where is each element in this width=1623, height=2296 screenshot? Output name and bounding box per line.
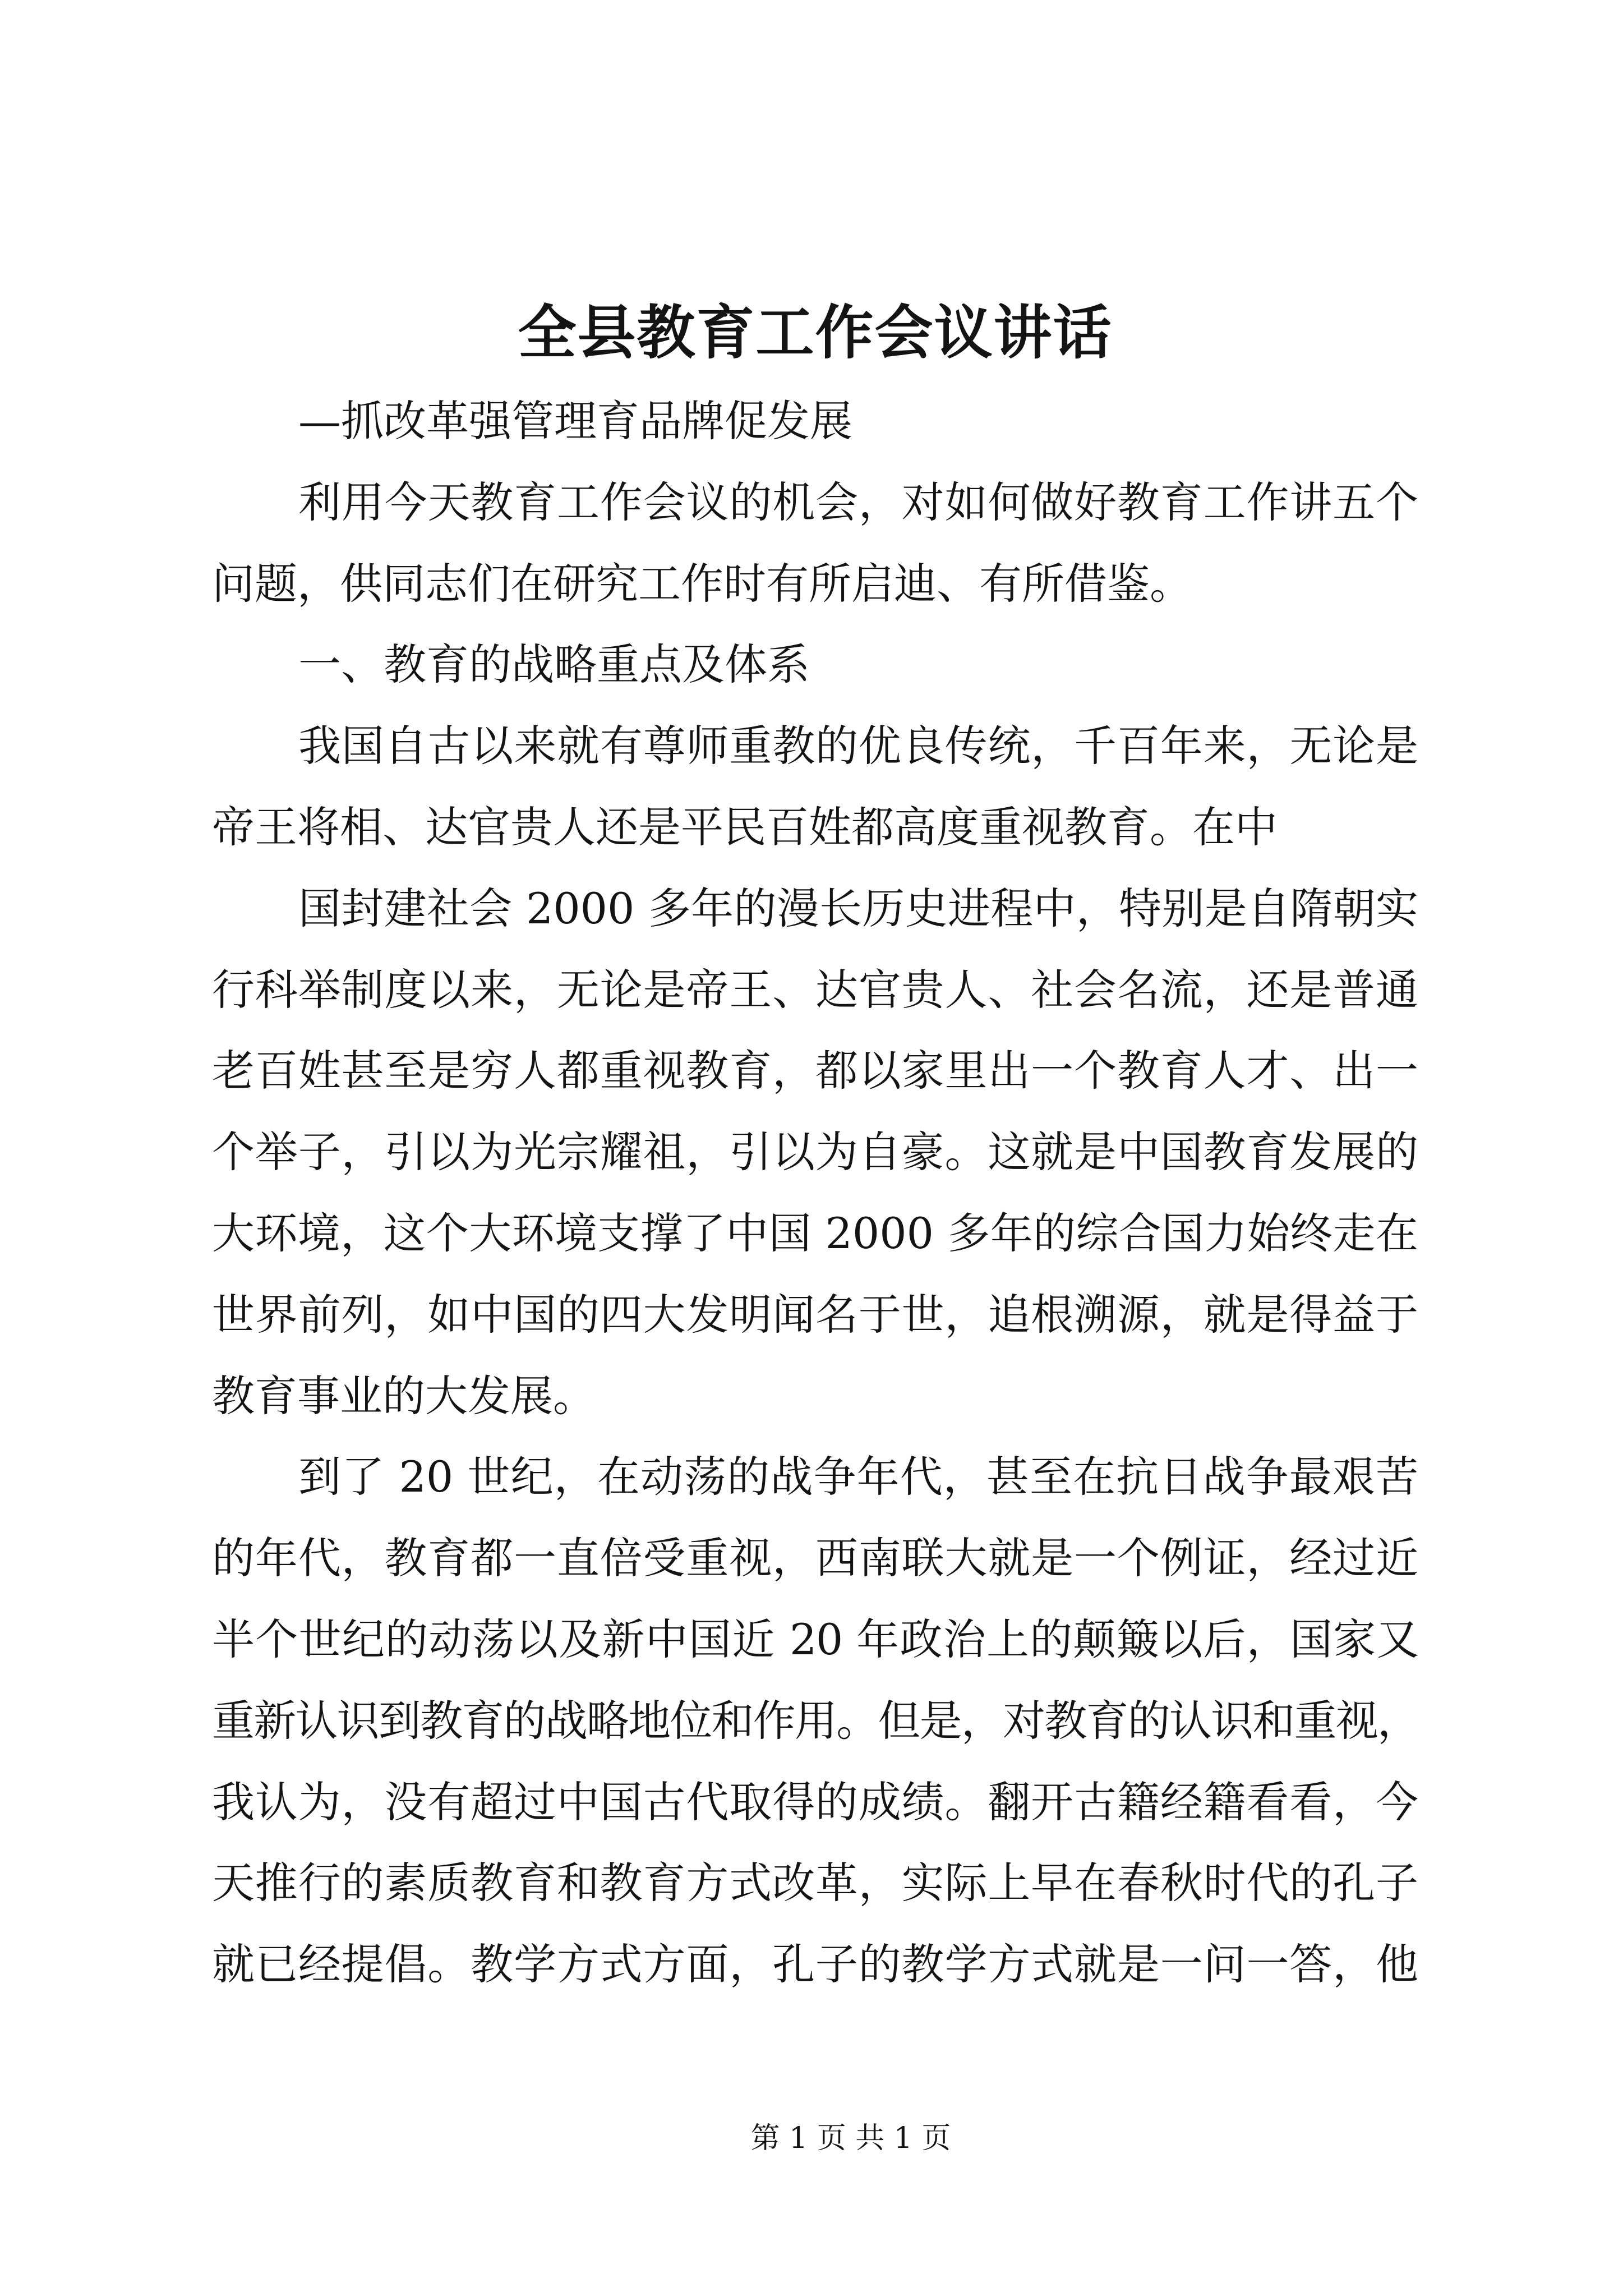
text-line: 老百姓甚至是穷人都重视教育，都以家里出一个教育人才、出一 (212, 1046, 1418, 1096)
text-line: 世界前列，如中国的四大发明闻名于世，追根溯源，就是得益于 (212, 1289, 1418, 1340)
text-line: 行科举制度以来，无论是帝王、达官贵人、社会名流，还是普通 (212, 964, 1418, 1015)
document-title: 全县教育工作会议讲话 (518, 298, 1113, 367)
text-line: 到了 20 世纪，在动荡的战争年代，甚至在抗日战争最艰苦 (298, 1452, 1418, 1502)
text-line: 利用今天教育工作会议的机会，对如何做好教育工作讲五个 (298, 477, 1418, 527)
text-line: 问题，供同志们在研究工作时有所启迪、有所借鉴。 (212, 558, 1192, 609)
text-line: 天推行的素质教育和教育方式改革，实际上早在春秋时代的孔子 (212, 1858, 1418, 1908)
text-line: 我认为，没有超过中国古代取得的成绩。翻开古籍经籍看看，今 (212, 1777, 1418, 1827)
text-line: 的年代，教育都一直倍受重视，西南联大就是一个例证，经过近 (212, 1533, 1418, 1584)
text-line: 重新认识到教育的战略地位和作用。但是，对教育的认识和重视， (212, 1695, 1418, 1746)
section-heading: 一、教育的战略重点及体系 (298, 639, 810, 690)
text-line: 帝王将相、达官贵人还是平民百姓都高度重视教育。在中 (212, 802, 1278, 852)
text-line: 就已经提倡。教学方式方面，孔子的教学方式就是一问一答，他 (212, 1939, 1418, 1990)
text-line: 我国自古以来就有尊师重教的优良传统，千百年来，无论是 (298, 721, 1418, 771)
text-line: 半个世纪的动荡以及新中国近 20 年政治上的颠簸以后，国家又 (212, 1614, 1418, 1664)
page-footer: 第 1 页 共 1 页 (750, 2122, 951, 2155)
document-subtitle: —抓改革强管理育品牌促发展 (298, 396, 852, 446)
text-line: 大环境，这个大环境支撑了中国 2000 多年的综合国力始终走在 (212, 1208, 1418, 1258)
text-line: 个举子，引以为光宗耀祖，引以为自豪。这就是中国教育发展的 (212, 1127, 1418, 1177)
text-line: 国封建社会 2000 多年的漫长历史进程中，特别是自隋朝实 (298, 883, 1418, 933)
text-line: 教育事业的大发展。 (212, 1370, 596, 1421)
document-body (212, 381, 1418, 2005)
